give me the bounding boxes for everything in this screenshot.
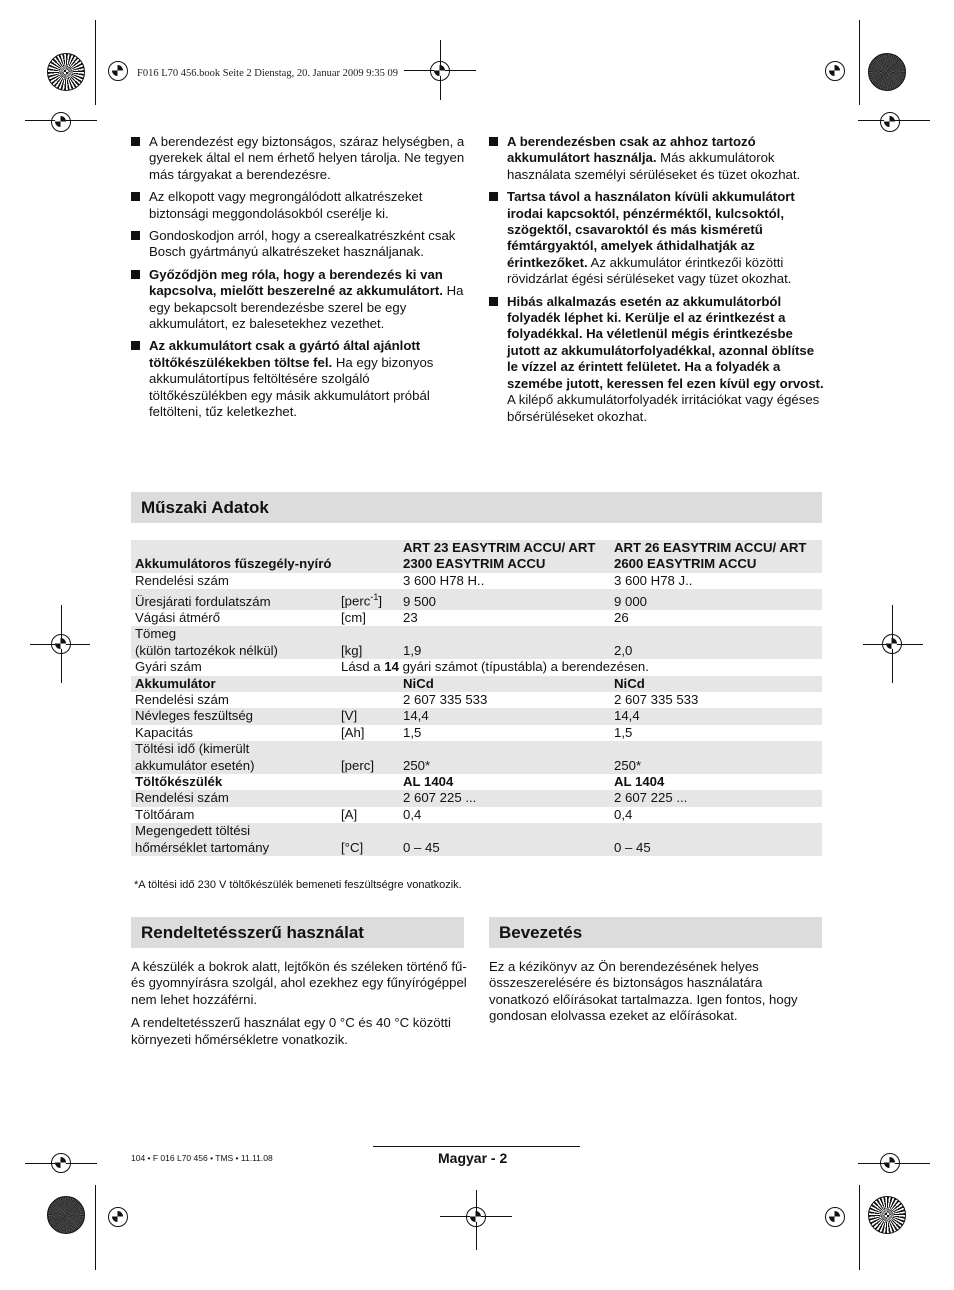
bullet-square-icon	[489, 297, 498, 306]
table-row: Névleges feszültség [V] 14,4 14,4	[131, 708, 822, 724]
table-row: Vágási átmérő [cm] 23 26	[135, 610, 629, 626]
starburst-icon	[47, 53, 85, 91]
bullet-square-icon	[489, 137, 498, 146]
list-item: Gondoskodjon arról, hogy a cserealkatrészként csak Bosch gyártmányú alkatrészeket használjanak.	[131, 228, 467, 261]
introduction-text	[489, 959, 825, 1032]
list-item: A berendezést egy biztonságos, száraz helységben, a gyerekek által el nem érhető helyen tárolja. Ne tegyen más tárgyakat a berendezésre.	[131, 134, 467, 183]
list-item: Az akkumulátort csak a gyártó által ajánlott töltőkészülékekben töltse fel. Ha egy bizonyos akkumulátortípus feltöltésére szolgáló töltőkészülékben egy másik akkumulátort próbál feltölteni, tűz keletkezhet.	[131, 338, 467, 420]
list-item: Győződjön meg róla, hogy a berendezés ki van kapcsolva, mielőtt beszerelné az akkumulátort. Ha egy bekapcsolt berendezésbe szerel be egy akkumulátort, ez balesetekhez vezethet.	[131, 267, 467, 333]
bullet-square-icon	[131, 137, 140, 146]
table-row: Akkumulátoros fűszegély-nyíró ART 23 EASYTRIM ACCU/ ART 2300 EASYTRIM ACCU ART 26 EASYTRIM ACCU/ ART 2600 EASYTRIM ACCU	[131, 540, 822, 573]
registration-target-icon	[466, 1207, 486, 1227]
table-footnote: *A töltési idő 230 V töltőkészülék bemeneti feszültségre vonatkozik.	[134, 879, 462, 891]
paragraph: Ez a kézikönyv az Ön berendezésének helyes összeszerelésére és biztonságos használatára vonatkozó előírásokat tartalmazza. Igen fontos, hogy gondosan elolvassa ezeket az előírásokat.	[489, 959, 798, 1024]
table-row: Rendelési szám 2 607 225 ... 2 607 225 ...	[131, 790, 822, 806]
section-heading-tech-data: Műszaki Adatok	[131, 492, 822, 523]
list-item: Az elkopott vagy megrongálódott alkatrészeket biztonsági meggondolásokból cserélje ki.	[131, 189, 467, 222]
safety-list-left	[131, 134, 467, 427]
bullet-square-icon	[131, 231, 140, 240]
registration-target-icon	[825, 1207, 845, 1227]
intended-use-text	[131, 959, 467, 1055]
bullet-square-icon	[131, 341, 140, 350]
registration-target-icon	[880, 112, 900, 132]
list-item: A berendezésben csak az ahhoz tartozó akkumulátort használja. Más akkumulátorok használata személyi sérüléseket és tüzet okozhat.	[489, 134, 825, 183]
table-row: Töltőáram [A] 0,4 0,4	[135, 806, 633, 822]
table-row: Akkumulátor NiCd NiCd	[131, 676, 822, 692]
book-header-line: F016 L70 456.book Seite 2 Dienstag, 20. Januar 2009 9:35 09	[137, 68, 399, 79]
registration-mark-top-left	[95, 20, 96, 21]
table-row: Rendelési szám 3 600 H78 H.. 3 600 H78 J..	[135, 572, 693, 588]
registration-target-icon	[430, 61, 450, 81]
table-row: Megengedett töltési hőmérséklet tartomány [°C] 0 – 45 0 – 45	[131, 823, 822, 856]
table-row: Kapacitás [Ah] 1,5 1,5	[135, 724, 633, 740]
bullet-square-icon	[489, 192, 498, 201]
table-row: Tömeg (külön tartozékok nélkül) [kg] 1,9 2,0	[131, 626, 822, 659]
paragraph: A rendeltetésszerű használat egy 0 °C és 40 °C közötti környezeti hőmérsékletre vonatkozik.	[131, 1015, 451, 1047]
page-label: Magyar - 2	[438, 1150, 508, 1166]
list-item: Hibás alkalmazás esetén az akkumulátorból folyadék léphet ki. Kerülje el az érintkezést a folyadékkal. Ha véletlenül mégis érintkezésbe jutott az akkumulátorfolyadékkal, azonnal öblítse le vízzel az érintett felületet. Ha a folyadék a szemébe jutott, keressen fel ezen kívül egy orvost. A kilépő akkumulátorfolyadék irritációkat vagy égéses bőrsérüléseket okozhat.	[489, 294, 825, 425]
table-row: Gyári szám Lásd a 14 gyári számot (típustábla) a berendezésen.	[135, 659, 649, 675]
spec-table	[131, 540, 822, 856]
footer-divider	[373, 1146, 580, 1147]
section-heading-introduction: Bevezetés	[489, 917, 822, 948]
starburst-icon	[868, 1196, 906, 1234]
table-row: Rendelési szám 2 607 335 533 2 607 335 533	[135, 692, 699, 708]
registration-target-icon	[108, 1207, 128, 1227]
table-row: Üresjárati fordulatszám [perc$^{-1}$] 9 500 9 000	[131, 589, 822, 610]
safety-list-right	[489, 134, 825, 431]
registration-target-icon	[51, 634, 71, 654]
table-row: Töltőkészülék AL 1404 AL 1404	[135, 774, 665, 790]
list-item: Tartsa távol a használaton kívüli akkumulátort irodai kapcsoktól, pénzérméktől, kulcsoktól, szögektől, csavaroktól és más kisméretű fémtárgyaktól, amelyek áthidalhatják az érintkezőket. Az akkumulátor érintkezői közötti rövidzárlat égési sérüléseket vagy tüzet okozhat.	[489, 189, 825, 287]
paragraph: A készülék a bokrok alatt, lejtőkön és széleken történő fű- és gyomnyírásra szolgál, ahol ezekhez egy fűnyírógéppel nem lehet hozzáférni.	[131, 959, 467, 1007]
registration-target-icon	[880, 1153, 900, 1173]
starburst-icon	[868, 53, 906, 91]
starburst-icon	[47, 1196, 85, 1234]
footer-print-code: 104 • F 016 L70 456 • TMS • 11.11.08	[131, 1153, 273, 1163]
registration-target-icon	[825, 61, 845, 81]
table-row: Töltési idő (kimerült akkumulátor esetén) [perc] 250* 250*	[131, 741, 822, 774]
section-heading-intended-use: Rendeltetésszerű használat	[131, 917, 464, 948]
bullet-square-icon	[131, 192, 140, 201]
registration-target-icon	[51, 1153, 71, 1173]
registration-target-icon	[51, 112, 71, 132]
bullet-square-icon	[131, 270, 140, 279]
registration-target-icon	[882, 634, 902, 654]
registration-target-icon	[108, 61, 128, 81]
